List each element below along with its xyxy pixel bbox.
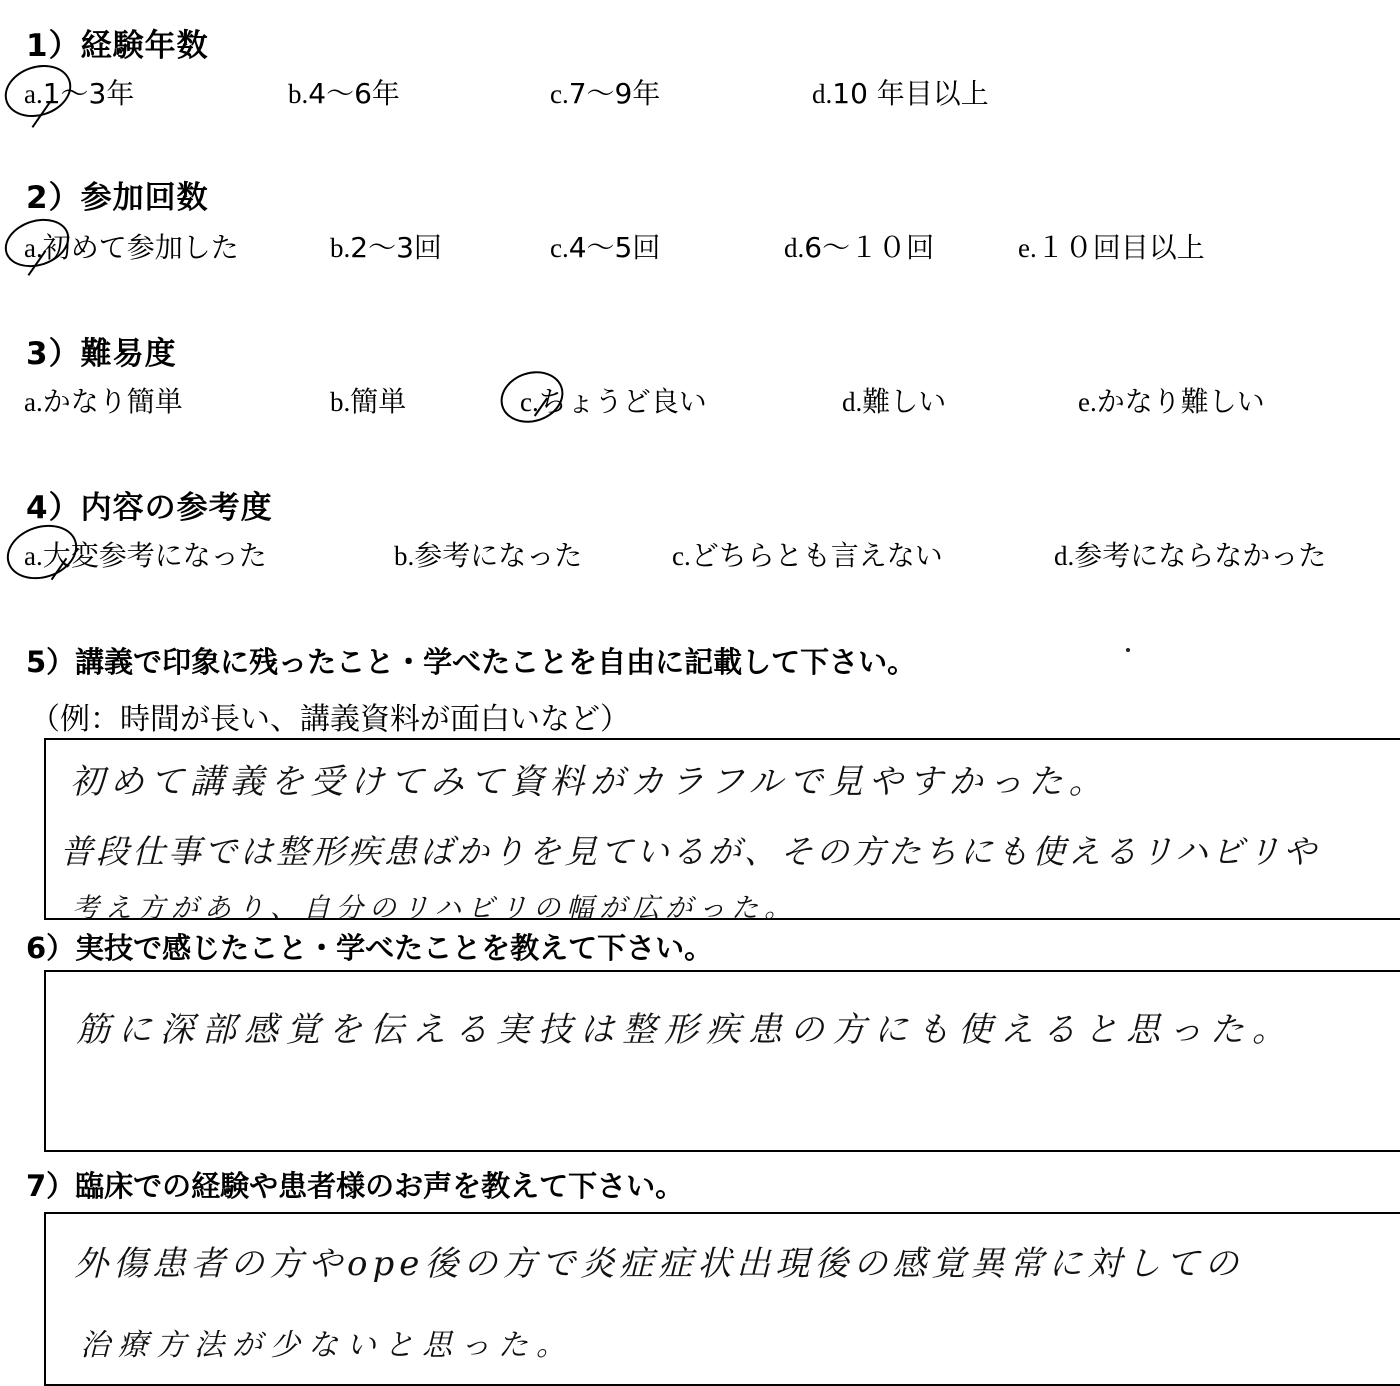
q3-option-a-text: かなり簡単 <box>42 385 183 418</box>
q3-option-d-text: 難しい <box>862 385 947 418</box>
stray-mark <box>1126 648 1130 652</box>
q2-option-d[interactable] <box>784 226 934 266</box>
q2-option-e[interactable] <box>1018 226 1205 266</box>
q1-option-c-text: 7～9年 <box>568 77 661 110</box>
q5-answer-line-2: 普段仕事では整形疾患ばかりを見ているが、その方たちにも使えるリハビリや <box>60 832 1320 871</box>
q4-option-d[interactable] <box>1054 534 1326 574</box>
q1-option-d[interactable] <box>812 72 989 112</box>
q4-option-b[interactable] <box>394 534 582 574</box>
q3-option-c-text: ちょうど良い <box>538 385 707 418</box>
q2-option-d-key: d. <box>784 233 805 263</box>
q3-title: 3）難易度 <box>26 336 177 372</box>
q1-title: 1）経験年数 <box>26 28 209 64</box>
q2-title: 2）参加回数 <box>26 180 209 216</box>
q2-option-c-key: c. <box>550 233 569 263</box>
q4-option-c[interactable] <box>672 534 943 574</box>
q5-example: （例：時間が長い、講義資料が面白いなど） <box>30 702 630 737</box>
q2-option-a-text: 初めて参加した <box>42 231 239 264</box>
q1-option-d-key: d. <box>812 79 833 109</box>
q3-option-b-key: b. <box>330 387 351 417</box>
q5-answer-line-3: 考え方があり、自分のリハビリの幅が広がった。 <box>72 893 798 924</box>
q2-option-b[interactable] <box>330 226 442 266</box>
q4-option-b-key: b. <box>394 541 415 571</box>
q2-option-a-key: a. <box>24 233 43 263</box>
q6-title: 6）実技で感じたこと・学べたことを教えて下さい。 <box>26 931 714 965</box>
q4-option-a-key: a. <box>24 541 43 571</box>
q7-answer-box[interactable] <box>44 1212 1400 1386</box>
q2-option-e-key: e. <box>1018 233 1037 263</box>
q3-option-a[interactable] <box>24 380 183 420</box>
q2-option-c[interactable] <box>550 226 660 266</box>
q1-option-a-key: a. <box>24 79 43 109</box>
q6-answer-box[interactable] <box>44 970 1400 1152</box>
selection-circle-q3 <box>494 363 570 430</box>
q2-option-b-text: 2～3回 <box>350 231 442 264</box>
q1-option-c-key: c. <box>550 79 569 109</box>
q2-option-c-text: 4～5回 <box>568 231 661 264</box>
q3-option-e-key: e. <box>1078 387 1097 417</box>
q1-option-c[interactable] <box>550 72 660 112</box>
q3-option-e-text: かなり難しい <box>1096 385 1265 418</box>
q3-option-b[interactable] <box>330 380 406 420</box>
q4-option-d-text: 参考にならなかった <box>1074 539 1327 572</box>
q4-option-c-key: c. <box>672 541 691 571</box>
q6-answer-line-1: 筋に深部感覚を伝える実技は整形疾患の方にも使えると思った。 <box>76 1010 1294 1050</box>
q1-option-b-key: b. <box>288 79 309 109</box>
q4-option-a-text: 大変参考になった <box>42 539 267 572</box>
q3-option-d-key: d. <box>842 387 863 417</box>
q5-title: 5）講義で印象に残ったこと・学べたことを自由に記載して下さい。 <box>26 645 917 679</box>
q3-option-e[interactable] <box>1078 380 1265 420</box>
q4-option-d-key: d. <box>1054 541 1075 571</box>
q4-option-c-text: どちらとも言えない <box>690 539 943 572</box>
q3-option-d[interactable] <box>842 380 946 420</box>
q5-answer-line-1: 初めて講義を受けてみて資料がカラフルで見やすかった。 <box>70 762 1109 802</box>
q1-option-b-text: 4～6年 <box>308 77 400 110</box>
q3-option-c-key: c. <box>520 387 539 417</box>
q2-option-b-key: b. <box>330 233 351 263</box>
q3-option-b-text: 簡単 <box>350 385 407 418</box>
q3-option-a-key: a. <box>24 387 43 417</box>
q2-option-e-text: １０回目以上 <box>1036 231 1205 264</box>
q7-title: 7）臨床での経験や患者様のお声を教えて下さい。 <box>26 1169 685 1203</box>
q4-option-b-text: 参考になった <box>414 539 583 572</box>
q4-title: 4）内容の参考度 <box>26 490 273 526</box>
q1-option-d-text: 10 年目以上 <box>832 77 989 110</box>
q2-option-d-text: 6～１０回 <box>804 231 935 264</box>
q1-option-b[interactable] <box>288 72 400 112</box>
q7-answer-line-2: 治療方法が少ないと思った。 <box>80 1328 574 1363</box>
q7-answer-line-1: 外傷患者の方やope後の方で炎症症状出現後の感覚異常に対しての <box>74 1244 1244 1284</box>
q1-option-a-text: 1～3年 <box>42 77 135 110</box>
q5-answer-box[interactable] <box>44 738 1400 924</box>
